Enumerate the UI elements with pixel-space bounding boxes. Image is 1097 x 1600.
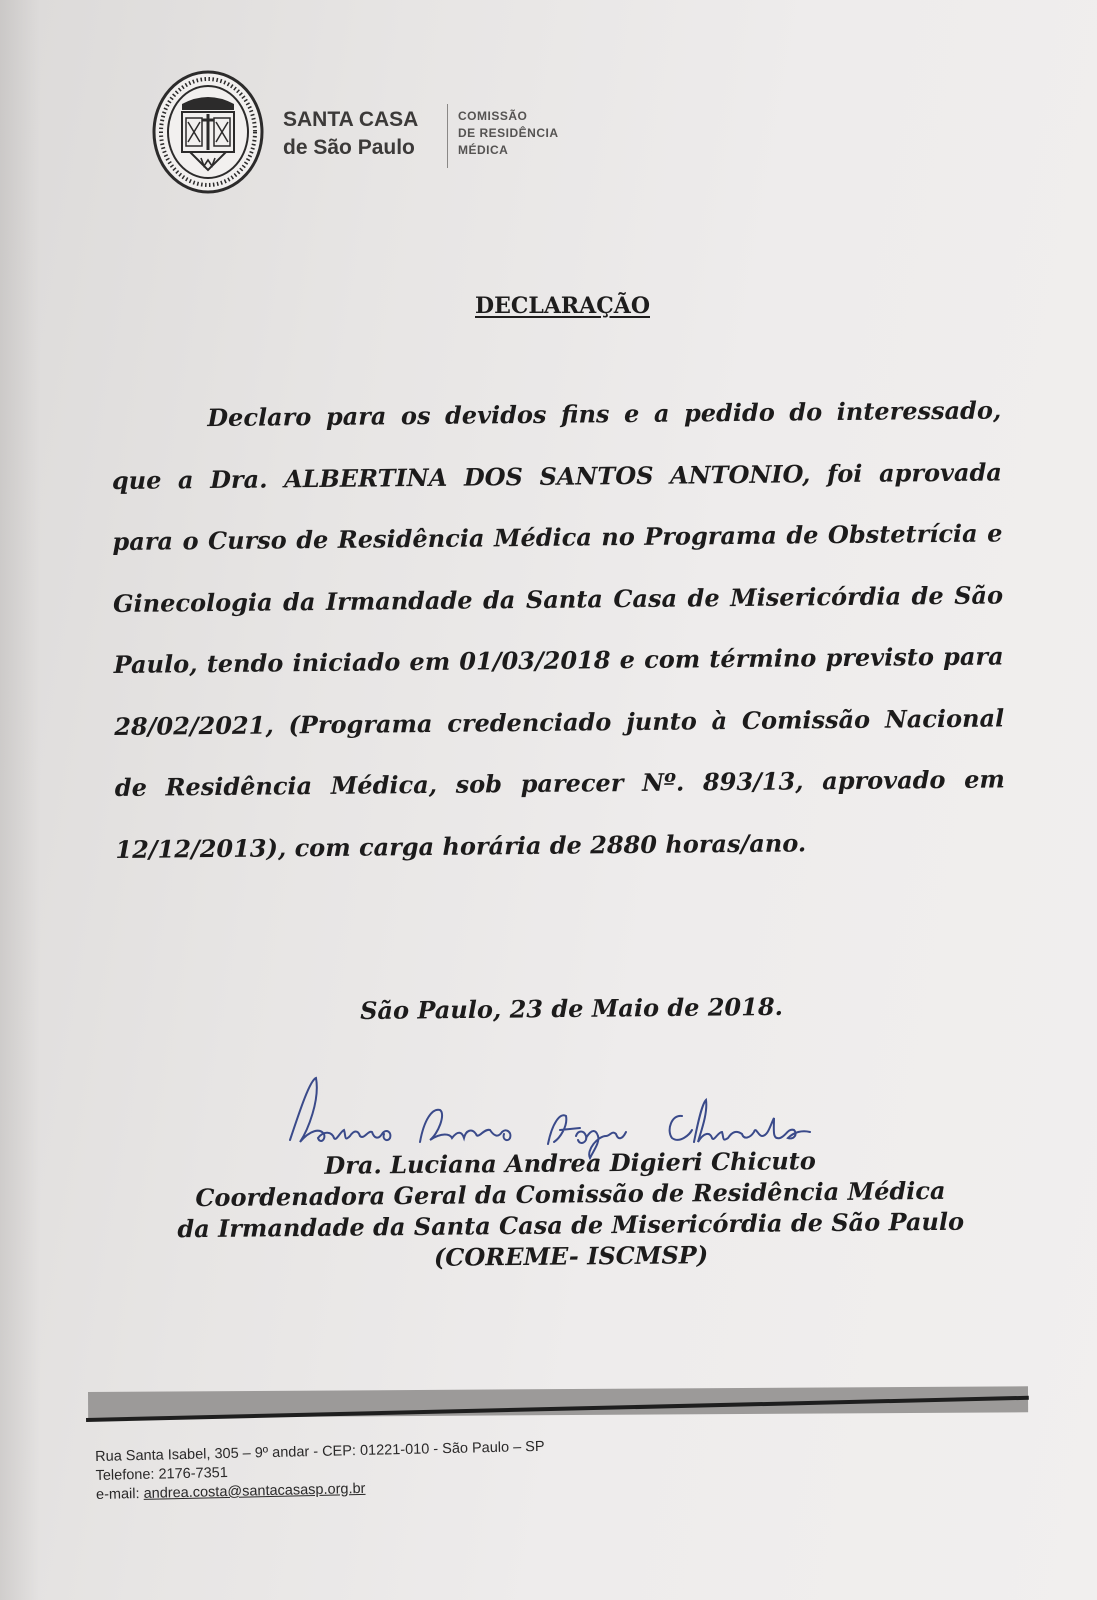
- committee-name: [458, 108, 559, 159]
- footer-email-label: e-mail:: [95, 1485, 144, 1503]
- footer-address: Rua Santa Isabel, 305 – 9º andar - CEP: 01221-010 - São Paulo – SP: [95, 1438, 545, 1465]
- footer-phone: Telefone: 2176-7351: [95, 1464, 229, 1484]
- brand-line-1: SANTA CASA: [283, 108, 419, 131]
- committee-line-1: COMISSÃO: [458, 109, 528, 123]
- header-divider: [447, 104, 448, 168]
- footer-contact: [95, 1438, 546, 1505]
- page-shadow: [0, 0, 40, 1600]
- signer-role-line-3: (COREME- ISCMSP): [433, 1240, 709, 1272]
- place-date: São Paulo, 23 de Maio de 2018.: [360, 991, 784, 1025]
- signer-role-line-1: Coordenadora Geral da Comissão de Residência Médica: [195, 1175, 946, 1213]
- document-title: DECLARAÇÃO: [475, 293, 650, 319]
- institution-name: [283, 106, 418, 162]
- committee-line-2: DE RESIDÊNCIA: [458, 126, 559, 140]
- committee-line-3: MÉDICA: [458, 143, 509, 157]
- footer-email-link[interactable]: andrea.costa@santacasasp.org.br: [143, 1480, 366, 1502]
- brand-line-2: de São Paulo: [283, 136, 415, 159]
- signer-role-line-2: da Irmandade da Santa Casa de Misericórdia de São Paulo: [177, 1206, 965, 1244]
- santa-casa-seal-icon: [152, 70, 264, 194]
- signer-name: Dra. Luciana Andrea Digieri Chicuto: [324, 1146, 816, 1180]
- signer-block: [100, 1143, 1041, 1276]
- declaration-body: Declaro para os devidos fins e a pedido do interessado, que a Dra. ALBERTINA DOS SANTOS ANTONIO, foi aprovada para o Curso de Residência Médica no Programa de Obstetrícia e Ginecologia da Irmandade da Santa Casa de Misericórdia de São Paulo, tendo iniciado em 01/03/2018 e com término previsto para 28/02/2021, (Programa credenciado junto à Comissão Nacional de Residência Médica, sob parecer Nº. 893/13, aprovado em 12/12/2013), com carga horária de 2880 horas/ano.: [111, 395, 1005, 864]
